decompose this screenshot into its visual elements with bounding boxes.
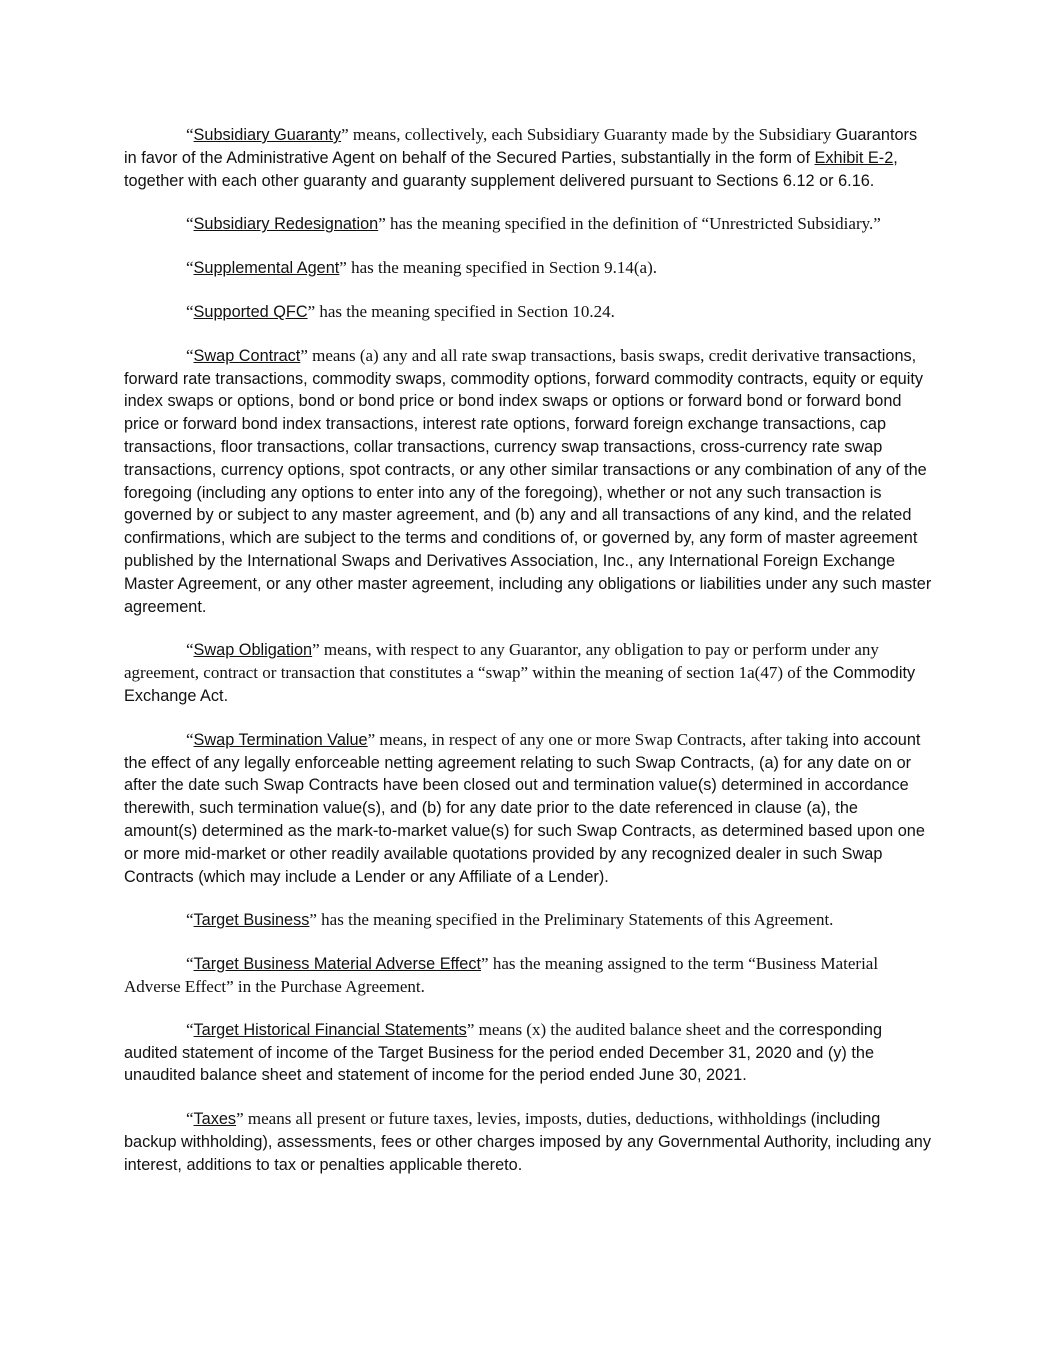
definition-target-business: “Target Business” has the meaning specified in the Preliminary Statements of this Agreement. — [186, 910, 834, 930]
definition-text: ” has the meaning assigned to the term “Business Material Adverse Effect” in the Purchase Agreement. — [124, 954, 879, 996]
definition-text: ” means (x) the audited balance sheet and the — [466, 1019, 775, 1039]
definition-target-historical-financial-statements: “Target Historical Financial Statements” means (x) the audited balance sheet and the corresponding audited statement of income of the Target Business for the period ended December 31, 2020 and (y) the unaudited balance sheet and statement of income for the period ended June 30, 2021. — [124, 1019, 883, 1085]
definition-text: , together with each other guaranty and guaranty supplement delivered pursuant to Sections 6.12 or 6.16. — [124, 148, 898, 190]
definition-text: ” means, collectively, each Subsidiary Guaranty made by the Subsidiary — [341, 125, 832, 144]
defined-term: Supplemental Agent — [193, 259, 340, 278]
definition-text: ” has the meaning specified in Section 10.24. — [307, 301, 615, 321]
definition-text: ” has the meaning specified in Section 9.14(a). — [339, 258, 658, 278]
document-page — [124, 124, 932, 1197]
definition-subsidiary-redesignation: “Subsidiary Redesignation” has the meaning specified in the definition of “Unrestricted Subsidiary.” — [186, 214, 881, 234]
defined-term: Swap Contract — [193, 346, 301, 365]
definition-text: ” means, in respect of any one or more Swap Contracts, after taking — [367, 729, 829, 749]
defined-term: Swap Termination Value — [193, 730, 368, 749]
definition-text: ” means, with respect to any Guarantor, any obligation to pay or perform under any agreement, contract or transaction that constitutes a “swap” within the meaning of section 1a(47) of — [124, 640, 879, 683]
definition-text: ” has the meaning specified in the Preliminary Statements of this Agreement. — [309, 910, 834, 930]
definition-text: ” means all present or future taxes, levies, imposts, duties, deductions, withholdings — [236, 1109, 807, 1129]
definition-swap-termination-value: “Swap Termination Value” means, in respect of any one or more Swap Contracts, after taking into account the effect of any legally enforceable netting agreement relating to such Swap Contracts, (a) for any date on or after the date such Swap Contracts have been closed out and termination value(s) determined in accordance therewith, such termination value(s), and (b) for any date prior to the date referenced in clause (a), the amount(s) determined as the mark-to-market value(s) for such Swap Contracts, as determined based upon one or more mid-market or other readily available quotations provided by any recognized dealer in such Swap Contracts (which may include a Lender or any Affiliate of a Lender). — [124, 729, 925, 886]
definition-text: corresponding audited statement of income of the Target Business for the period ended December 31, 2020 and (y) the unaudited balance sheet and statement of income for the period ended June 30, 2021. — [124, 1020, 883, 1085]
definition-supplemental-agent: “Supplemental Agent” has the meaning specified in Section 9.14(a). — [186, 258, 658, 278]
defined-term: Supported QFC — [193, 302, 308, 321]
definition-target-business-mae: “Target Business Material Adverse Effect” has the meaning assigned to the term “Business Material Adverse Effect” in the Purchase Agreement. — [124, 954, 879, 996]
definition-supported-qfc: “Supported QFC” has the meaning specified in Section 10.24. — [186, 301, 615, 321]
definition-subsidiary-guaranty: “Subsidiary Guaranty” means, collectively, each Subsidiary Guaranty made by the Subsidiary Guarantors in favor of the Administrative Agent on behalf of the Secured Parties, substantially in the form of Exhibit E-2, together with each other guaranty and guaranty supplement delivered pursuant to Sections 6.12 or 6.16. — [124, 125, 918, 190]
defined-term: Target Historical Financial Statements — [193, 1020, 467, 1039]
defined-term: Target Business Material Adverse Effect — [193, 955, 482, 974]
defined-term: Taxes — [193, 1110, 237, 1129]
defined-term: Target Business — [193, 911, 310, 930]
definition-text: into account the effect of any legally enforceable netting agreement relating to such Swap Contracts, (a) for any date on or after the date such Swap Contracts have been closed out and termination value(s) determined in accordance therewith, such termination value(s), and (b) for any date prior to the date referenced in clause (a), the amount(s) determined as the mark-to-market value(s) for such Swap Contracts, as determined based upon one or more mid-market or other readily available quotations provided by any recognized dealer in such Swap Contracts (which may include a Lender or any Affiliate of a Lender). — [124, 730, 925, 886]
defined-term: Subsidiary Redesignation — [193, 215, 379, 234]
definition-text: ” has the meaning specified in the definition of “Unrestricted Subsidiary.” — [378, 214, 881, 234]
definition-text: the Commodity Exchange Act. — [124, 664, 916, 705]
definition-taxes: “Taxes” means all present or future taxes, levies, imposts, duties, deductions, withholdings (including backup withholding), assessments, fees or other charges imposed by any Governmental Authority, including any interest, additions to tax or penalties applicable thereto. — [124, 1109, 931, 1174]
definition-text: ” means (a) any and all rate swap transactions, basis swaps, credit derivative — [300, 345, 820, 365]
definition-swap-contract: “Swap Contract” means (a) any and all rate swap transactions, basis swaps, credit derivative transactions, forward rate transactions, commodity swaps, commodity options, forward commodity contracts, equity or equity index swaps or options, bond or bond price or bond index swaps or options or forward bond or forward bond price or forward bond index transactions, interest rate options, forward foreign exchange transactions, cap transactions, floor transactions, collar transactions, currency swap transactions, cross-currency rate swap transactions, currency options, spot contracts, or any other similar transactions or any combination of any of the foregoing (including any options to enter into any of the foregoing), whether or not any such transaction is governed by or subject to any master agreement, and (b) any and all transactions of any kind, and the related confirmations, which are subject to the terms and conditions of, or governed by, any form of master agreement published by the International Swaps and Derivatives Association, Inc., any International Foreign Exchange Master Agreement, or any other master agreement, including any obligations or liabilities under any such master agreement. — [124, 345, 932, 616]
definition-text: (including backup withholding), assessments, fees or other charges imposed by any Governmental Authority, including any interest, additions to tax or penalties applicable thereto. — [124, 1110, 931, 1174]
definition-text: transactions, forward rate transactions, commodity swaps, commodity options, forward commodity contracts, equity or equity index swaps or options, bond or bond price or bond index swaps or options or forward bond or forward bond price or forward bond index transactions, interest rate options, forward foreign exchange transactions, cap transactions, floor transactions, collar transactions, currency swap transactions, cross-currency rate swap transactions, currency options, spot contracts, or any other similar transactions or any combination of any of the foregoing (including any options to enter into any of the foregoing), whether or not any such transaction is governed by or subject to any master agreement, and (b) any and all transactions of any kind, and the related confirmations, which are subject to the terms and conditions of, or governed by, any form of master agreement published by the International Swaps and Derivatives Association, Inc., any International Foreign Exchange Master Agreement, or any other master agreement, including any obligations or liabilities under any such master agreement. — [124, 346, 932, 616]
defined-term: Subsidiary Guaranty — [193, 126, 342, 144]
definition-text: Guarantors in favor of the Administrative Agent on behalf of the Secured Parties, substantially in the form of — [124, 126, 918, 167]
defined-term: Swap Obligation — [193, 641, 313, 660]
definition-swap-obligation: “Swap Obligation” means, with respect to any Guarantor, any obligation to pay or perform under any agreement, contract or transaction that constitutes a “swap” within the meaning of section 1a(47) of the Commodity Exchange Act. — [124, 640, 916, 705]
exhibit-reference: Exhibit E-2 — [814, 148, 894, 167]
